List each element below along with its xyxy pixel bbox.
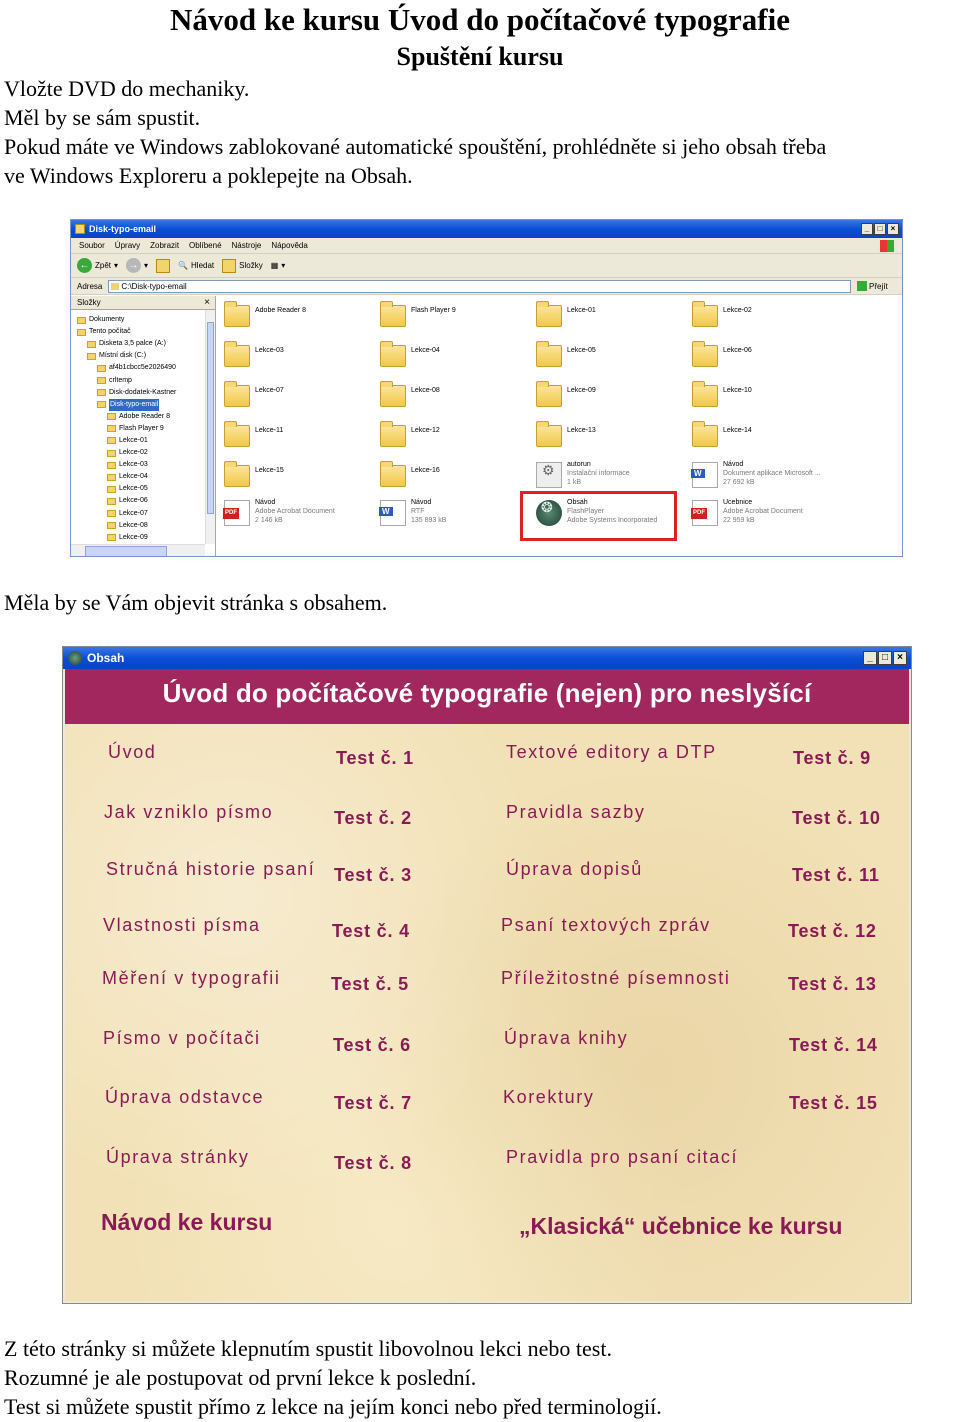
folder-icon <box>380 465 406 487</box>
folder-icon <box>224 465 250 487</box>
folder-icon <box>224 425 250 447</box>
file-detail: Adobe Acrobat Document <box>723 508 803 515</box>
folder-icon <box>75 224 85 234</box>
minimize-icon[interactable]: _ <box>861 223 873 235</box>
file-name: Lekce-10 <box>723 387 752 394</box>
test-link[interactable]: Test č. 14 <box>789 1035 878 1055</box>
folder-icon <box>380 385 406 407</box>
file-name: Lekce-15 <box>255 467 284 474</box>
tree-item[interactable] <box>77 459 176 471</box>
textbook-link[interactable]: „Klasická“ učebnice ke kursu <box>519 1213 843 1239</box>
folder-icon <box>536 425 562 447</box>
file-text <box>411 460 440 475</box>
folder-icon <box>107 522 116 529</box>
close-icon[interactable]: × <box>887 223 899 235</box>
file-name: Lekce-06 <box>723 347 752 354</box>
file-detail: 135 893 kB <box>411 517 447 524</box>
search-button[interactable] <box>178 261 214 270</box>
test-link[interactable]: Test č. 13 <box>788 974 877 994</box>
file-name: Lekce-16 <box>411 467 440 474</box>
file-name: Lekce-04 <box>411 347 440 354</box>
tree-item[interactable] <box>77 314 176 326</box>
folder-icon <box>107 437 116 444</box>
intro-line: Měl by se sám spustit. <box>4 105 201 130</box>
tree-item-label: Lekce-04 <box>119 473 148 481</box>
file-item[interactable] <box>224 420 374 456</box>
file-item[interactable] <box>692 340 842 376</box>
file-text <box>255 300 306 315</box>
file-item[interactable] <box>224 300 374 336</box>
folder-icon <box>692 385 718 407</box>
closing-line: Test si můžete spustit přímo z lekce na jejím konci nebo před terminologií. <box>4 1394 662 1419</box>
address-bar <box>71 278 902 295</box>
explorer-body <box>71 296 902 556</box>
intro-line: Pokud máte ve Windows zablokované automatické spouštění, prohlédněte si jeho obsah třeba <box>4 134 827 159</box>
tree-item-label: Disk-typo-email <box>109 399 159 411</box>
dropdown-icon: ▾ <box>281 261 286 270</box>
tree-item-label: Lekce-05 <box>119 485 148 493</box>
folder-icon <box>380 345 406 367</box>
lesson-link[interactable]: Psaní textových zpráv <box>501 915 711 935</box>
tree-item[interactable] <box>77 471 176 483</box>
file-item[interactable] <box>692 380 842 416</box>
file-text <box>411 300 456 315</box>
lesson-link[interactable]: Stručná historie psaní <box>106 859 316 879</box>
tree-item-label: Lekce-08 <box>119 521 148 529</box>
file-text <box>723 498 803 525</box>
file-name: Návod <box>411 499 432 506</box>
contents-title-bar <box>63 647 911 669</box>
dropdown-icon: ▾ <box>144 261 149 270</box>
file-item[interactable] <box>380 300 530 336</box>
test-link[interactable]: Test č. 5 <box>331 974 409 994</box>
file-item[interactable] <box>692 420 842 456</box>
file-text <box>723 380 752 395</box>
explorer-title-bar <box>71 220 902 238</box>
folder-icon <box>107 462 116 469</box>
folder-icon <box>107 510 116 517</box>
folder-icon <box>536 385 562 407</box>
folder-icon <box>380 425 406 447</box>
tree-item[interactable] <box>77 447 176 459</box>
folder-icon <box>77 317 86 324</box>
file-name: Lekce-14 <box>723 427 752 434</box>
views-button[interactable] <box>271 261 286 270</box>
contents-title: Obsah <box>87 651 125 665</box>
lesson-link[interactable]: Úprava dopisů <box>506 859 643 879</box>
explorer-window <box>70 219 903 557</box>
file-text <box>255 498 335 525</box>
explorer-menu-bar <box>71 238 902 254</box>
menu-item[interactable]: Soubor <box>79 241 105 250</box>
file-detail: Instalační informace <box>567 470 630 477</box>
test-link[interactable]: Test č. 9 <box>793 748 871 768</box>
file-name: Lekce-03 <box>255 347 284 354</box>
windows-logo-icon <box>880 240 894 252</box>
doc-file-icon <box>692 462 718 488</box>
tree-horizontal-scrollbar[interactable] <box>71 544 205 556</box>
file-item[interactable] <box>536 380 686 416</box>
folder-icon <box>97 377 106 384</box>
menu-item[interactable]: Zobrazit <box>150 241 180 250</box>
tree-item-label: Lekce-07 <box>119 509 148 517</box>
tree-item[interactable] <box>77 520 176 532</box>
file-name: Lekce-01 <box>567 307 596 314</box>
file-name: Lekce-02 <box>723 307 752 314</box>
views-icon: ▦ <box>270 261 279 270</box>
folder-icon <box>107 474 116 481</box>
file-name: Lekce-08 <box>411 387 440 394</box>
folder-icon <box>97 365 106 372</box>
file-text <box>411 380 440 395</box>
file-detail: 1 kB <box>567 479 582 486</box>
file-item[interactable] <box>536 340 686 376</box>
tree-item[interactable] <box>77 362 176 374</box>
tree-item-label: Disketa 3,5 palce (A:) <box>99 340 166 348</box>
folder-icon <box>692 425 718 447</box>
maximize-icon[interactable]: □ <box>874 223 886 235</box>
file-item[interactable] <box>380 420 530 456</box>
intro-line: Vložte DVD do mechaniky. <box>4 76 250 101</box>
folders-icon <box>222 259 236 273</box>
lesson-link[interactable]: Pravidla pro psaní citací <box>506 1147 739 1167</box>
tree-item-label: Lekce-01 <box>119 436 148 444</box>
file-name: Návod <box>255 499 276 506</box>
file-text <box>567 460 630 487</box>
file-text <box>723 460 821 487</box>
folder-icon <box>77 329 86 336</box>
file-text <box>723 300 752 315</box>
file-text <box>567 380 596 395</box>
file-name: Lekce-11 <box>255 427 284 434</box>
inf-file-icon <box>536 462 562 488</box>
folder-icon <box>536 345 562 367</box>
document-title: Návod ke kursu Úvod do počítačové typografie <box>169 2 790 37</box>
file-item[interactable] <box>380 340 530 376</box>
folder-icon <box>692 345 718 367</box>
folder-icon <box>87 353 96 360</box>
file-name: Lekce-13 <box>567 427 596 434</box>
search-label: Hledat <box>191 261 215 270</box>
window-controls <box>863 651 907 665</box>
file-text <box>723 340 752 355</box>
document-subtitle: Spuštění kursu <box>396 42 564 71</box>
lesson-link[interactable]: Vlastnosti písma <box>103 915 261 935</box>
folder-icon <box>107 486 116 493</box>
file-name: Flash Player 9 <box>411 307 456 314</box>
file-item[interactable] <box>536 420 686 456</box>
test-link[interactable]: Test č. 6 <box>333 1035 411 1055</box>
folders-label: Složky <box>239 261 263 270</box>
folder-icon <box>224 345 250 367</box>
file-text <box>567 340 596 355</box>
file-item[interactable] <box>224 340 374 376</box>
file-item[interactable] <box>536 300 686 336</box>
folder-tree-header: Složky × <box>71 296 215 310</box>
tree-item[interactable] <box>77 423 176 435</box>
tree-item[interactable] <box>77 483 176 495</box>
intro-line: ve Windows Exploreru a poklepejte na Obsah. <box>4 163 413 188</box>
guide-link[interactable]: Návod ke kursu <box>101 1209 273 1235</box>
tree-vertical-scrollbar[interactable] <box>205 310 215 544</box>
test-link[interactable]: Test č. 7 <box>334 1093 412 1113</box>
file-item[interactable] <box>224 498 374 534</box>
pdf-file-icon <box>224 500 250 526</box>
tree-item-label: af4b1cbcc5e2026490 <box>109 364 176 372</box>
menu-item[interactable]: Nápověda <box>271 241 308 250</box>
file-item[interactable] <box>224 460 374 496</box>
tree-item[interactable] <box>77 326 176 338</box>
file-detail: 22 959 kB <box>723 517 755 524</box>
folder-icon <box>107 534 116 541</box>
file-item[interactable] <box>380 460 530 496</box>
dropdown-icon: ▾ <box>114 261 119 270</box>
tree-item-label: Tento počítač <box>89 328 131 336</box>
lesson-link[interactable]: Úprava odstavce <box>105 1087 265 1107</box>
file-name: Návod <box>723 461 744 468</box>
tree-item-label: Lekce-06 <box>119 497 148 505</box>
file-item[interactable] <box>692 300 842 336</box>
test-link[interactable]: Test č. 12 <box>788 921 877 941</box>
lesson-link[interactable]: Textové editory a DTP <box>506 742 717 762</box>
file-text <box>567 300 596 315</box>
address-input[interactable]: C:\Disk-typo-email <box>108 280 851 293</box>
tree-item-label: Adobe Reader 8 <box>119 412 170 420</box>
doc-file-icon <box>380 500 406 526</box>
lesson-link[interactable]: Měření v typografii <box>102 968 281 988</box>
file-text <box>411 340 440 355</box>
lesson-link[interactable]: Korektury <box>503 1087 595 1107</box>
folder-icon <box>536 305 562 327</box>
lesson-link[interactable]: Písmo v počítači <box>103 1028 261 1048</box>
file-name: Lekce-12 <box>411 427 440 434</box>
folder-icon <box>107 413 116 420</box>
closing-line: Z této stránky si můžete klepnutím spustit libovolnou lekci nebo test. <box>4 1336 612 1361</box>
test-link[interactable]: Test č. 3 <box>334 865 412 885</box>
explorer-toolbar <box>71 254 902 278</box>
pdf-file-icon <box>692 500 718 526</box>
file-detail: 2 146 kB <box>255 517 283 524</box>
tree-item[interactable] <box>77 350 176 362</box>
closing-line: Rozumné je ale postupovat od první lekce k poslední. <box>4 1365 477 1390</box>
test-link[interactable]: Test č. 4 <box>332 921 410 941</box>
maximize-icon[interactable]: □ <box>878 651 892 665</box>
file-item[interactable] <box>380 498 530 534</box>
back-button[interactable] <box>77 258 118 273</box>
lesson-link[interactable]: Jak vzniklo písmo <box>104 802 274 822</box>
file-item[interactable] <box>224 380 374 416</box>
back-label: Zpět <box>95 261 112 270</box>
go-button[interactable] <box>857 281 902 291</box>
file-name: Lekce-07 <box>255 387 284 394</box>
folder-tree-list <box>77 314 176 544</box>
file-area <box>216 296 902 556</box>
folder-tree <box>71 296 216 556</box>
forward-button[interactable] <box>126 258 148 273</box>
explorer-title: Disk-typo-email <box>89 224 157 234</box>
lesson-link[interactable]: Úvod <box>108 742 157 762</box>
folder-icon <box>107 498 116 505</box>
tree-item[interactable] <box>77 411 176 423</box>
tree-item[interactable] <box>77 435 176 447</box>
file-detail: RTF <box>411 508 425 515</box>
file-text <box>255 340 284 355</box>
file-detail: Adobe Acrobat Document <box>255 508 335 515</box>
address-label: Adresa <box>77 281 103 291</box>
test-link[interactable]: Test č. 1 <box>336 748 414 768</box>
folder-icon <box>380 305 406 327</box>
file-text <box>411 420 440 435</box>
close-icon[interactable]: × <box>893 651 907 665</box>
file-name: Ucebnice <box>723 499 753 506</box>
menu-item[interactable]: Úpravy <box>114 241 141 250</box>
tree-item[interactable] <box>77 495 176 507</box>
test-link[interactable]: Test č. 15 <box>789 1093 878 1113</box>
file-text <box>255 380 284 395</box>
go-label: Přejít <box>869 281 888 291</box>
file-name: Obsah <box>567 499 588 506</box>
lesson-link[interactable]: Úprava stránky <box>106 1147 250 1167</box>
file-detail: 27 692 kB <box>723 479 755 486</box>
folder-icon <box>692 305 718 327</box>
lesson-link[interactable]: Příležitostné písemnosti <box>501 968 731 988</box>
folder-icon <box>87 341 96 348</box>
file-item[interactable] <box>380 380 530 416</box>
folder-icon <box>107 425 116 432</box>
tree-item[interactable] <box>77 508 176 520</box>
lesson-link[interactable]: Pravidla sazby <box>506 802 646 822</box>
folder-icon <box>97 389 106 396</box>
file-name: Lekce-09 <box>567 387 596 394</box>
file-name: Adobe Reader 8 <box>255 307 306 314</box>
folder-up-icon <box>156 259 170 273</box>
tree-item-label: Disk-dodatek-Kastner <box>109 388 177 396</box>
tree-item-label: Lekce-03 <box>119 461 148 469</box>
flash-player-icon <box>68 651 82 665</box>
back-arrow-icon: ← <box>77 258 92 273</box>
test-link[interactable]: Test č. 11 <box>792 865 880 885</box>
tree-item[interactable] <box>77 338 176 350</box>
file-item[interactable] <box>692 498 842 534</box>
file-name: autorun <box>567 461 591 468</box>
forward-arrow-icon: → <box>126 258 141 273</box>
file-detail: FlashPlayer <box>567 508 604 515</box>
file-name: Lekce-05 <box>567 347 596 354</box>
menu-item[interactable]: Nástroje <box>231 241 262 250</box>
contents-banner: Úvod do počítačové typografie (nejen) pro neslyšící <box>65 669 909 724</box>
highlight-frame <box>520 491 677 541</box>
folder-icon <box>224 385 250 407</box>
tree-item-label: Místní disk (C:) <box>99 352 147 360</box>
folder-icon <box>107 450 116 457</box>
contents-window <box>62 646 912 1304</box>
tree-item[interactable] <box>77 399 176 411</box>
up-button[interactable] <box>156 259 170 273</box>
go-arrow-icon <box>857 281 867 291</box>
folder-icon <box>97 401 106 408</box>
tree-item-label: Lekce-09 <box>119 533 148 541</box>
file-detail: Adobe Systems Incorporated <box>567 517 658 524</box>
folders-button[interactable] <box>222 259 263 273</box>
file-text <box>255 460 284 475</box>
file-text <box>723 420 752 435</box>
tree-item-label: Flash Player 9 <box>119 424 164 432</box>
file-text <box>567 420 596 435</box>
tree-item-label: Dokumenty <box>89 316 125 324</box>
file-detail: Dokument aplikace Microsoft ... <box>723 470 821 477</box>
contents-menu <box>65 724 909 1301</box>
lesson-link[interactable]: Úprava knihy <box>504 1028 629 1048</box>
test-link[interactable]: Test č. 10 <box>792 808 881 828</box>
file-text <box>255 420 283 435</box>
middle-line: Měla by se Vám objevit stránka s obsahem. <box>4 590 388 615</box>
search-icon: 🔍 <box>178 261 189 270</box>
tree-item[interactable] <box>77 374 176 386</box>
file-text <box>411 498 446 525</box>
tree-item[interactable] <box>77 387 176 399</box>
minimize-icon[interactable]: _ <box>863 651 877 665</box>
menu-item[interactable]: Oblíbené <box>189 241 222 250</box>
test-link[interactable]: Test č. 2 <box>334 808 412 828</box>
folder-icon <box>224 305 250 327</box>
file-item[interactable] <box>692 460 842 496</box>
tree-item[interactable] <box>77 532 176 544</box>
tree-item-label: crltemp <box>109 376 132 384</box>
tree-item-label: Lekce-02 <box>119 449 148 457</box>
window-controls <box>861 223 899 235</box>
test-link[interactable]: Test č. 8 <box>334 1153 412 1173</box>
